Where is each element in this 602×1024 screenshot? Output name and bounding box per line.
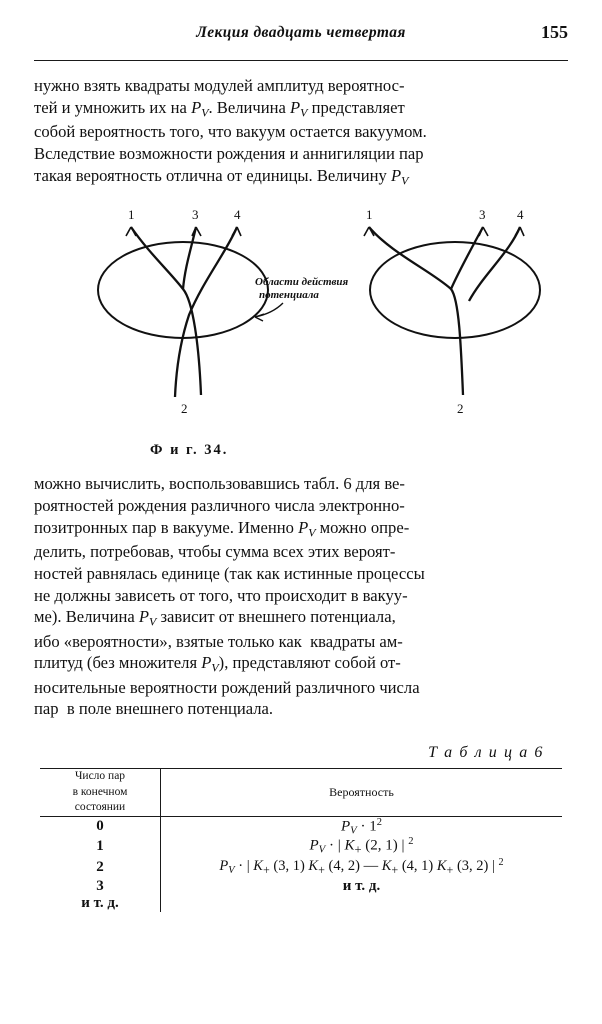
document-page	[0, 24, 602, 1024]
header-cell-pairs	[40, 769, 161, 817]
header-rule	[34, 60, 568, 61]
svg-text:1: 1	[128, 206, 135, 222]
cell-probability: $P_V \cdot 1^2$	[340, 816, 383, 837]
running-title: Лекция двадцать четвертая	[196, 24, 406, 41]
table-title: Т а б л и ц а 6	[428, 744, 544, 762]
cell-probability	[161, 895, 563, 912]
svg-text:4: 4	[234, 206, 241, 222]
svg-text:3: 3	[192, 206, 199, 222]
table-row	[40, 836, 562, 857]
header-line-1: Число пар	[74, 770, 126, 783]
table-body	[40, 816, 562, 912]
svg-text:2: 2	[181, 400, 188, 416]
paragraph-1: нужно взять квадраты модулей амплитуд вероятнос- тей и умножить их на $P_V$. Величина $P_V$ представляет собой вероятность того, что вакуум остается вакуумом. Вследствие возможности рождения и аннигиляции пар такая вероятность отлична от единицы. Величину $P_V$	[34, 76, 427, 188]
page-header	[34, 24, 568, 54]
table-row	[40, 878, 562, 895]
header-cell-probability: Вероятность	[329, 785, 394, 800]
cell-probability: $P_V$ · | $K_+$ (2, 1) | $^2$	[309, 836, 414, 857]
figure-caption: Ф и г. 34.	[150, 441, 229, 458]
header-line-2: в конечном	[72, 785, 128, 798]
figure-34-drawing	[31, 205, 571, 440]
cell-pairs: 2	[40, 857, 161, 878]
paragraph-2: можно вычислить, воспользовавшись табл. 6 для ве- роятностей рождения различного числа электронно- позитронных пар в вакууме. Именно $P_V$ можно опре- делить, потребовав, чтобы сумма всех этих вероят- ностей равнялась единице (так как истинные процессы не должны зависеть от того, что происходит в вакуу- ме). Величина $P_V$ зависит от внешнего потенциала, ибо «вероятности», взятые только как квадраты ам- плитуд (без множителя $P_V$), представляют собой от- носительные вероятности рождений различного числа пар в поле внешнего потенциала.	[34, 473, 425, 719]
cell-pairs: 1	[40, 836, 161, 857]
table-header-row	[40, 769, 562, 817]
cell-pairs: и т. д.	[40, 895, 161, 912]
figure-34	[0, 205, 602, 458]
cell-pairs: 0	[40, 816, 161, 836]
svg-text:2: 2	[457, 400, 464, 416]
table-header	[40, 769, 562, 817]
cell-pairs: 3	[40, 878, 161, 895]
table-row	[40, 816, 562, 836]
table-row	[40, 857, 562, 878]
table-6	[40, 744, 562, 912]
svg-text:Области действия: Области действия	[255, 275, 349, 288]
svg-text:1: 1	[366, 206, 373, 222]
svg-text:потенциала: потенциала	[259, 288, 319, 301]
table-row	[40, 895, 562, 912]
svg-text:3: 3	[479, 206, 486, 222]
cell-probability: и т. д.	[342, 878, 381, 895]
cell-probability: $P_V$ · | $K_+$ (3, 1) $K_+$ (4, 2) — $K_+$ (4, 1) $K_+$ (3, 2) | $^2$	[219, 857, 504, 878]
header-line-3: состоянии	[74, 801, 126, 814]
page-number: 155	[541, 22, 568, 42]
svg-text:4: 4	[517, 206, 524, 222]
probability-table	[40, 768, 562, 912]
